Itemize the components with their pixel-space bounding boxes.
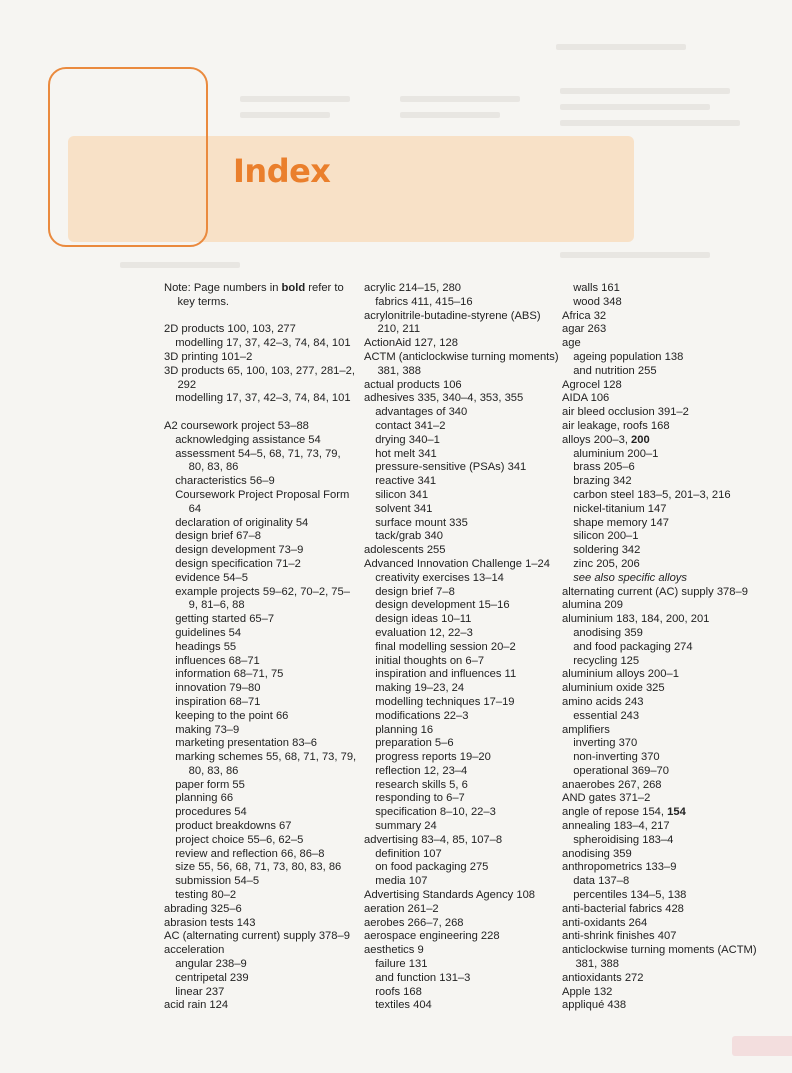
index-subentry: creativity exercises 13–14 [375,571,504,584]
index-entry: Africa 32 [562,309,607,322]
index-subentry: advantages of 340 [375,406,468,419]
index-entry: alumina 209 [562,599,623,612]
index-subentry: wood 348 [573,295,622,308]
index-subentry: characteristics 56–9 [175,475,275,488]
index-entry: aluminium oxide 325 [562,682,665,695]
index-column-2 [364,282,559,1013]
index-subentry: reflection 12, 23–4 [375,764,468,777]
index-subentry: soldering 342 [573,544,641,557]
index-subentry: see also specific alloys [573,571,687,584]
index-subentry: essential 243 [573,709,640,722]
index-subentry: guidelines 54 [175,626,242,639]
index-subentry: spheroidising 183–4 [573,833,674,846]
index-entry: aeration 261–2 [364,902,439,915]
index-subentry: silicon 200–1 [573,530,639,543]
index-entry: age [562,337,581,350]
index-entry: abrasion tests 143 [164,916,256,929]
index-entry: anti-shrink finishes 407 [562,930,677,943]
index-subentry: final modelling session 20–2 [375,640,516,653]
index-subentry: design brief 7–8 [375,585,455,598]
index-entry: Agrocel 128 [562,378,622,391]
index-frame [48,67,208,247]
index-entry: AC (alternating current) supply 378–9 [164,930,350,943]
index-subentry: pressure-sensitive (PSAs) 341 [375,461,527,474]
index-subentry: marking schemes 55, 68, 71, 73, 79, 80, 83, 86 [175,751,357,777]
index-subentry: testing 80–2 [175,889,237,902]
index-subentry: silicon 341 [375,488,429,501]
index-entry: Advanced Innovation Challenge 1–24 [364,557,550,570]
index-entry: adhesives 335, 340–4, 353, 355 [364,392,524,405]
index-subentry: planning 66 [175,792,234,805]
index-entry: 2D products 100, 103, 277 [164,323,296,336]
index-entry: alternating current (AC) supply 378–9 [562,585,748,598]
index-subentry: contact 341–2 [375,419,446,432]
index-subentry: roofs 168 [375,985,422,998]
index-entry: ACTM (anticlockwise turning moments) 381, 388 [364,350,559,377]
index-subentry: carbon steel 183–5, 201–3, 216 [573,488,731,501]
index-entry: acrylic 214–15, 280 [364,282,462,294]
index-subentry: example projects 59–62, 70–2, 75–9, 81–6, 88 [175,585,350,612]
index-subentry: data 137–8 [573,875,630,888]
index-entry: aerobes 266–7, 268 [364,916,464,929]
entry-gap [164,406,359,420]
index-entry: A2 coursework project 53–88 [164,419,309,432]
index-subentry: solvent 341 [375,502,433,515]
index-subentry: submission 54–5 [175,875,260,888]
index-entry: Advertising Standards Agency 108 [364,889,536,902]
index-subentry: aluminium 200–1 [573,447,659,460]
index-entry: actual products 106 [364,378,462,391]
index-entry: annealing 183–4, 217 [562,820,670,833]
index-entry: advertising 83–4, 85, 107–8 [364,833,503,846]
index-entry: abrading 325–6 [164,902,242,915]
index-subentry: design development 73–9 [175,544,304,557]
index-subentry: project choice 55–6, 62–5 [175,833,304,846]
index-subentry: operational 369–70 [573,764,669,777]
index-subentry: linear 237 [175,985,225,998]
index-subentry: media 107 [375,875,428,888]
index-subentry: angular 238–9 [175,958,247,971]
index-subentry: on food packaging 275 [375,861,489,874]
index-subentry: product breakdowns 67 [175,820,292,833]
index-entry: angle of repose 154, 154 [562,806,686,819]
index-subentry: fabrics 411, 415–16 [375,295,473,308]
index-subentry: responding to 6–7 [375,792,465,805]
index-entry: amplifiers [562,723,610,736]
index-subentry: inverting 370 [573,737,638,750]
index-subentry: influences 68–71 [175,654,260,667]
index-subentry: innovation 79–80 [175,682,261,695]
index-entry: ActionAid 127, 128 [364,337,458,350]
index-column-1 [164,282,359,1013]
index-subentry: centripetal 239 [175,971,249,984]
index-subentry: design brief 67–8 [175,530,262,543]
index-entry: antioxidants 272 [562,971,644,984]
index-subentry: brass 205–6 [573,461,635,474]
index-subentry: marketing presentation 83–6 [175,737,317,750]
index-entry: air bleed occlusion 391–2 [562,406,689,419]
index-subentry: inspiration 68–71 [175,695,261,708]
index-subentry: information 68–71, 75 [175,668,284,681]
index-subentry: paper form 55 [175,778,245,791]
page-title: Index [233,152,331,190]
page-corner-tab [732,1036,792,1056]
index-subentry: evidence 54–5 [175,571,248,584]
index-subentry: design development 15–16 [375,599,510,612]
index-entry: agar 263 [562,323,607,336]
index-entry: aerospace engineering 228 [364,930,500,943]
index-subentry: modifications 22–3 [375,709,469,722]
index-entry: anticlockwise turning moments (ACTM) 381, 388 [562,944,757,971]
index-subentry: Coursework Project Proposal Form 64 [175,488,350,515]
index-subentry: review and reflection 66, 86–8 [175,847,325,860]
index-subentry: percentiles 134–5, 138 [573,889,687,902]
index-entry: adolescents 255 [364,544,446,557]
index-subentry: drying 340–1 [375,433,440,446]
index-subentry: design specification 71–2 [175,557,301,570]
index-subentry: progress reports 19–20 [375,751,491,764]
index-subentry: getting started 65–7 [175,613,275,626]
index-entry: aluminium 183, 184, 200, 201 [562,613,710,626]
index-subentry: non-inverting 370 [573,751,660,764]
index-subentry: research skills 5, 6 [375,778,468,791]
index-entry: acceleration [164,944,225,957]
index-entry: 3D printing 101–2 [164,350,253,363]
index-subentry: evaluation 12, 22–3 [375,626,473,639]
index-subentry: making 19–23, 24 [375,682,465,695]
index-subentry: planning 16 [375,723,434,736]
index-subentry: surface mount 335 [375,516,468,529]
index-subentry: ageing population 138 [573,350,684,363]
index-subentry: definition 107 [375,847,442,860]
index-subentry: initial thoughts on 6–7 [375,654,485,667]
index-entry: appliqué 438 [562,999,627,1012]
index-entry: anaerobes 267, 268 [562,778,662,791]
index-subentry: and function 131–3 [375,971,471,984]
index-subentry: brazing 342 [573,475,632,488]
index-subentry: recycling 125 [573,654,640,667]
index-subentry: hot melt 341 [375,447,437,460]
index-column-3 [562,282,757,1013]
index-subentry: walls 161 [573,282,620,294]
index-entry: air leakage, roofs 168 [562,419,670,432]
index-entry: Apple 132 [562,985,613,998]
index-subentry: anodising 359 [573,626,643,639]
index-entry: AND gates 371–2 [562,792,651,805]
index-subentry: zinc 205, 206 [573,557,640,570]
index-entry: amino acids 243 [562,695,644,708]
index-entry: aesthetics 9 [364,944,424,957]
index-subentry: shape memory 147 [573,516,669,529]
index-subentry: and nutrition 255 [573,364,657,377]
index-subentry: design ideas 10–11 [375,613,472,626]
index-entry: AIDA 106 [562,392,610,405]
index-entry: anti-oxidants 264 [562,916,648,929]
index-entry: 3D products 65, 100, 103, 277, 281–2, 292 [164,364,355,391]
index-entry: anthropometrics 133–9 [562,861,677,874]
index-entry: alloys 200–3, 200 [562,433,650,446]
index-subentry: nickel-titanium 147 [573,502,667,515]
index-note: Note: Page numbers in bold refer to key terms. [164,282,344,308]
index-subentry: modelling techniques 17–19 [375,695,515,708]
index-subentry: modelling 17, 37, 42–3, 74, 84, 101 [175,337,351,350]
index-subentry: headings 55 [175,640,237,653]
index-subentry: modelling 17, 37, 42–3, 74, 84, 101 [175,392,351,405]
index-subentry: acknowledging assistance 54 [175,433,321,446]
index-subentry: making 73–9 [175,723,240,736]
index-subentry: procedures 54 [175,806,247,819]
index-subentry: tack/grab 340 [375,530,443,543]
index-subentry: textiles 404 [375,999,432,1012]
index-subentry: keeping to the point 66 [175,709,289,722]
index-subentry: inspiration and influences 11 [375,668,517,681]
index-subentry: declaration of originality 54 [175,516,309,529]
index-subentry: reactive 341 [375,475,437,488]
index-entry: acid rain 124 [164,999,229,1012]
index-entry: aluminium alloys 200–1 [562,668,679,681]
index-entry: acrylonitrile-butadine-styrene (ABS) 210, 211 [364,309,541,336]
entry-gap [164,310,359,324]
index-subentry: size 55, 56, 68, 71, 73, 80, 83, 86 [175,861,342,874]
index-subentry: specification 8–10, 22–3 [375,806,496,819]
index-subentry: summary 24 [375,820,437,833]
index-subentry: failure 131 [375,958,428,971]
index-subentry: assessment 54–5, 68, 71, 73, 79, 80, 83, 86 [175,447,341,474]
index-subentry: and food packaging 274 [573,640,693,653]
index-entry: anti-bacterial fabrics 428 [562,902,684,915]
index-subentry: preparation 5–6 [375,737,454,750]
index-entry: anodising 359 [562,847,632,860]
